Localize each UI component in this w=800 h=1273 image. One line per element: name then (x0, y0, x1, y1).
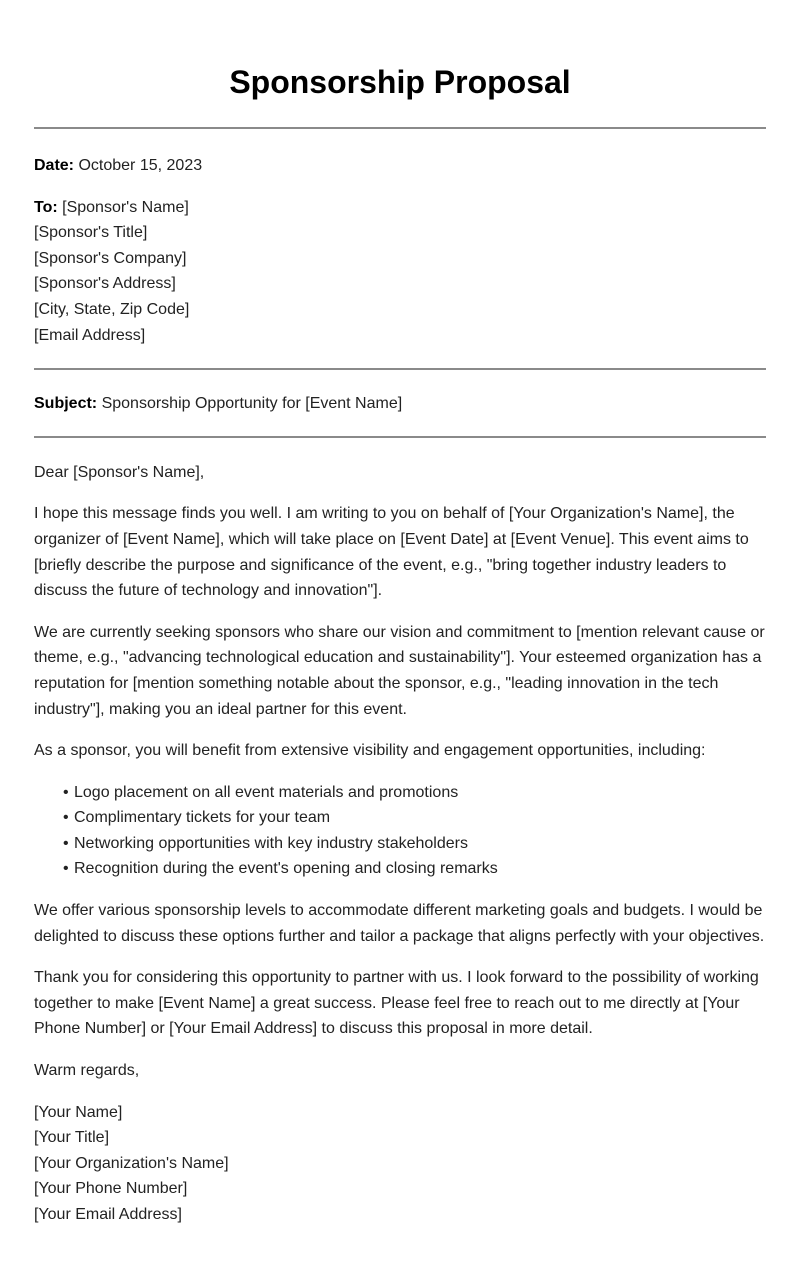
list-item (63, 780, 766, 806)
divider-before-subject (34, 368, 766, 370)
sender-email: [Your Email Address] (34, 1206, 182, 1223)
list-item (63, 856, 766, 882)
divider-after-subject (34, 436, 766, 438)
bullet-icon: • (63, 834, 69, 852)
recipient-address: [Sponsor's Address] (34, 275, 176, 293)
document-title: Sponsorship Proposal (229, 64, 571, 100)
bullet-icon: • (63, 860, 69, 878)
list-item (63, 805, 766, 831)
bullet-icon: • (63, 783, 69, 801)
subject-line (34, 391, 766, 417)
paragraph-benefits-intro: As a sponsor, you will benefit from extensive visibility and engagement opportunities, including: (34, 742, 706, 760)
subject-value: Sponsorship Opportunity for [Event Name] (101, 395, 403, 413)
sender-organization: [Your Organization's Name] (34, 1154, 229, 1172)
recipient-company: [Sponsor's Company] (34, 249, 187, 267)
recipient-block (34, 195, 766, 349)
date-label: Date: (34, 157, 75, 174)
sender-phone: [Your Phone Number] (34, 1180, 188, 1198)
recipient-city-state-zip: [City, State, Zip Code] (34, 300, 190, 318)
recipient-title: [Sponsor's Title] (34, 224, 148, 242)
bullet-icon: • (63, 809, 69, 827)
recipient-name-line (34, 195, 766, 221)
date-value: October 15, 2023 (78, 157, 203, 174)
benefits-list (34, 780, 766, 882)
date-line (34, 153, 766, 179)
sender-title: [Your Title] (34, 1129, 110, 1147)
benefit-text: Complimentary tickets for your team (74, 809, 331, 827)
to-label: To: (34, 198, 58, 216)
subject-label: Subject: (34, 395, 98, 413)
signature-block (34, 1100, 766, 1228)
paragraph-sponsorship-levels: We offer various sponsorship levels to accommodate different marketing goals and budgets. I would be delighted to discuss these options further and tailor a package that aligns perfectly with your objectives. (34, 902, 765, 945)
benefit-text: Networking opportunities with key industry stakeholders (74, 834, 468, 852)
paragraph-thank-you: Thank you for considering this opportunity to partner with us. I look forward to the possibility of working together to make [Event Name] a great success. Please feel free to reach out to me directly at [Your Phone Number] or [Your Email Address] to discuss this proposal in more detail. (34, 969, 759, 1038)
paragraph-intro: I hope this message finds you well. I am writing to you on behalf of [Your Organization's Name], the organizer of [Event Name], which will take place on [Event Date] at [Event Venue]. This event aims to [briefly describe the purpose and significance of the event, e.g., "bring together industry leaders to discuss the future of technology and innovation"]. (34, 505, 749, 600)
recipient-name: [Sponsor's Name] (62, 198, 189, 216)
recipient-email: [Email Address] (34, 326, 146, 344)
date-block (34, 153, 766, 179)
subject-block (34, 391, 766, 417)
list-item (63, 831, 766, 857)
paragraph-seeking-sponsors: We are currently seeking sponsors who share our vision and commitment to [mention relevant cause or theme, e.g., "advancing technological education and sustainability"]. Your esteemed organization has a reputation for [mention something notable about the sponsor, e.g., "leading innovation in the tech industry"], making you an ideal partner for this event. (34, 623, 765, 718)
benefit-text: Logo placement on all event materials and promotions (74, 783, 459, 801)
benefit-text: Recognition during the event's opening and closing remarks (74, 860, 498, 878)
divider-top (34, 127, 766, 129)
sender-name: [Your Name] (34, 1103, 123, 1121)
closing: Warm regards, (34, 1062, 140, 1080)
salutation: Dear [Sponsor's Name], (34, 463, 205, 481)
